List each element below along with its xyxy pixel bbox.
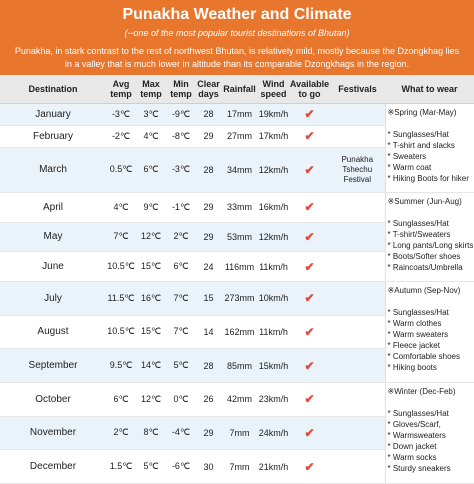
festival-cell bbox=[330, 252, 385, 282]
available-cell bbox=[289, 104, 330, 126]
col-avg-temp: Avg temp bbox=[106, 75, 136, 104]
month-cell: May bbox=[0, 222, 106, 252]
col-available: Available to go bbox=[289, 75, 330, 104]
min-temp-cell: 5℃ bbox=[166, 349, 196, 383]
wear-line: * Warmsweaters bbox=[387, 430, 446, 440]
wind-speed-cell: 21km/h bbox=[258, 450, 289, 484]
col-what-to-wear: What to wear bbox=[385, 75, 474, 104]
min-temp-cell: -6℃ bbox=[166, 450, 196, 484]
month-cell: February bbox=[0, 125, 106, 147]
avg-temp-cell: 9.5℃ bbox=[106, 349, 136, 383]
clear-days-cell: 28 bbox=[196, 104, 221, 126]
rainfall-cell: 27mm bbox=[221, 125, 258, 147]
clear-days-cell: 29 bbox=[196, 125, 221, 147]
rainfall-cell: 53mm bbox=[221, 222, 258, 252]
rainfall-cell: 273mm bbox=[221, 281, 258, 315]
wear-line: * Boots/Softer shoes bbox=[387, 251, 461, 261]
festival-cell bbox=[330, 315, 385, 349]
min-temp-cell: -4℃ bbox=[166, 416, 196, 450]
col-clear-days: Clear days bbox=[196, 75, 221, 104]
col-festivals: Festivals bbox=[330, 75, 385, 104]
wind-speed-cell: 11km/h bbox=[258, 315, 289, 349]
max-temp-cell: 5℃ bbox=[136, 450, 166, 484]
max-temp-cell: 6℃ bbox=[136, 147, 166, 192]
page-description: Punakha, in stark contrast to the rest of northwest Bhutan, is relatively mild, mostly because the Dzongkhag lies in a valley that is much lower in altitude than its comparable Dzongkhags in the region. bbox=[14, 46, 460, 69]
wind-speed-cell: 23km/h bbox=[258, 382, 289, 416]
min-temp-cell: 2℃ bbox=[166, 222, 196, 252]
rainfall-cell: 33mm bbox=[221, 192, 258, 222]
clear-days-cell: 28 bbox=[196, 147, 221, 192]
wear-line: * Warm socks bbox=[387, 452, 437, 462]
page-subtitle: (--one of the most popular tourist destinations of Bhutan) bbox=[124, 28, 350, 38]
wind-speed-cell: 10km/h bbox=[258, 281, 289, 315]
wear-line: * Sunglasses/Hat bbox=[387, 408, 449, 418]
checkmark-icon: ✔ bbox=[304, 358, 315, 373]
min-temp-cell: 0℃ bbox=[166, 382, 196, 416]
col-destination: Destination bbox=[0, 75, 106, 104]
wear-line: * Hiking boots bbox=[387, 362, 437, 372]
avg-temp-cell: 10.5℃ bbox=[106, 315, 136, 349]
wear-line bbox=[388, 207, 474, 218]
max-temp-cell: 4℃ bbox=[136, 125, 166, 147]
available-cell bbox=[289, 450, 330, 484]
wear-line: * Gloves/Scarf, bbox=[387, 419, 441, 429]
rainfall-cell: 7mm bbox=[221, 450, 258, 484]
wear-line: * Fleece jacket bbox=[387, 340, 440, 350]
festival-cell bbox=[330, 349, 385, 383]
clear-days-cell: 26 bbox=[196, 382, 221, 416]
festival-cell bbox=[330, 192, 385, 222]
min-temp-cell: -9℃ bbox=[166, 104, 196, 126]
wind-speed-cell: 12km/h bbox=[258, 147, 289, 192]
avg-temp-cell: 11.5℃ bbox=[106, 281, 136, 315]
wear-line: * Sweaters bbox=[387, 152, 427, 161]
available-cell bbox=[289, 192, 330, 222]
wear-line: * Hiking Boots for hiker bbox=[387, 174, 469, 183]
page-header bbox=[0, 0, 474, 75]
avg-temp-cell: 0.5℃ bbox=[106, 147, 136, 192]
wear-line: ※Winter (Dec-Feb) bbox=[387, 386, 456, 396]
checkmark-icon: ✔ bbox=[304, 392, 315, 407]
festival-cell bbox=[330, 125, 385, 147]
clear-days-cell: 14 bbox=[196, 315, 221, 349]
avg-temp-cell: -2℃ bbox=[106, 125, 136, 147]
wear-line: * Down jacket bbox=[387, 441, 437, 451]
month-cell: September bbox=[0, 349, 106, 383]
checkmark-icon: ✔ bbox=[304, 229, 315, 244]
available-cell bbox=[289, 125, 330, 147]
avg-temp-cell: 1.5℃ bbox=[106, 450, 136, 484]
wear-line bbox=[388, 397, 474, 408]
climate-table bbox=[0, 75, 474, 484]
checkmark-icon: ✔ bbox=[304, 259, 315, 274]
max-temp-cell: 15℃ bbox=[136, 252, 166, 282]
wear-line: * T-shirt/Sweaters bbox=[387, 229, 451, 239]
wind-speed-cell: 17km/h bbox=[258, 125, 289, 147]
clear-days-cell: 29 bbox=[196, 416, 221, 450]
festival-cell bbox=[330, 281, 385, 315]
clear-days-cell: 28 bbox=[196, 349, 221, 383]
rainfall-cell: 17mm bbox=[221, 104, 258, 126]
festival-cell bbox=[330, 416, 385, 450]
checkmark-icon: ✔ bbox=[304, 162, 315, 177]
wind-speed-cell: 16km/h bbox=[258, 192, 289, 222]
available-cell bbox=[289, 281, 330, 315]
table-row bbox=[0, 281, 474, 315]
festival-cell: Punakha Tshechu Festival bbox=[330, 147, 385, 192]
max-temp-cell: 15℃ bbox=[136, 315, 166, 349]
max-temp-cell: 12℃ bbox=[136, 222, 166, 252]
available-cell bbox=[289, 416, 330, 450]
wear-line bbox=[388, 118, 474, 129]
max-temp-cell: 3℃ bbox=[136, 104, 166, 126]
wear-line: * Sunglasses/Hat bbox=[387, 218, 449, 228]
checkmark-icon: ✔ bbox=[304, 200, 315, 215]
wear-cell bbox=[385, 281, 474, 382]
month-cell: March bbox=[0, 147, 106, 192]
max-temp-cell: 14℃ bbox=[136, 349, 166, 383]
max-temp-cell: 12℃ bbox=[136, 382, 166, 416]
rainfall-cell: 7mm bbox=[221, 416, 258, 450]
month-cell: August bbox=[0, 315, 106, 349]
checkmark-icon: ✔ bbox=[304, 291, 315, 306]
table-header-row bbox=[0, 75, 474, 104]
wind-speed-cell: 24km/h bbox=[258, 416, 289, 450]
wear-line: * Sturdy sneakers bbox=[387, 463, 451, 473]
wind-speed-cell: 19km/h bbox=[258, 104, 289, 126]
available-cell bbox=[289, 382, 330, 416]
max-temp-cell: 9℃ bbox=[136, 192, 166, 222]
month-cell: April bbox=[0, 192, 106, 222]
month-cell: October bbox=[0, 382, 106, 416]
month-cell: January bbox=[0, 104, 106, 126]
month-cell: July bbox=[0, 281, 106, 315]
rainfall-cell: 116mm bbox=[221, 252, 258, 282]
rainfall-cell: 42mm bbox=[221, 382, 258, 416]
wear-line bbox=[388, 296, 474, 307]
rainfall-cell: 85mm bbox=[221, 349, 258, 383]
wear-line: * Warm coat bbox=[387, 163, 432, 172]
festival-cell bbox=[330, 222, 385, 252]
wear-line: * Warm clothes bbox=[387, 318, 442, 328]
wear-line: ※Summer (Jun-Aug) bbox=[387, 196, 462, 206]
wear-line: * Comfortable shoes bbox=[387, 351, 460, 361]
table-row bbox=[0, 104, 474, 126]
wear-line: * Warm sweaters bbox=[387, 329, 449, 339]
clear-days-cell: 29 bbox=[196, 222, 221, 252]
min-temp-cell: -3℃ bbox=[166, 147, 196, 192]
checkmark-icon: ✔ bbox=[304, 324, 315, 339]
month-cell: December bbox=[0, 450, 106, 484]
avg-temp-cell: 7℃ bbox=[106, 222, 136, 252]
clear-days-cell: 30 bbox=[196, 450, 221, 484]
festival-cell bbox=[330, 382, 385, 416]
wind-speed-cell: 15km/h bbox=[258, 349, 289, 383]
clear-days-cell: 15 bbox=[196, 281, 221, 315]
clear-days-cell: 29 bbox=[196, 192, 221, 222]
available-cell bbox=[289, 252, 330, 282]
wear-line: * Sunglasses/Hat bbox=[387, 307, 449, 317]
wear-line: * Long pants/Long skirts bbox=[387, 240, 474, 250]
checkmark-icon: ✔ bbox=[304, 425, 315, 440]
min-temp-cell: -1℃ bbox=[166, 192, 196, 222]
checkmark-icon: ✔ bbox=[304, 107, 315, 122]
festival-cell bbox=[330, 450, 385, 484]
available-cell bbox=[289, 315, 330, 349]
wear-cell bbox=[385, 104, 474, 193]
wear-line: ※Spring (Mar-May) bbox=[387, 108, 457, 117]
available-cell bbox=[289, 222, 330, 252]
wind-speed-cell: 12km/h bbox=[258, 222, 289, 252]
avg-temp-cell: -3℃ bbox=[106, 104, 136, 126]
wear-cell bbox=[385, 192, 474, 281]
rainfall-cell: 162mm bbox=[221, 315, 258, 349]
checkmark-icon: ✔ bbox=[304, 459, 315, 474]
wear-line: ※Autumn (Sep-Nov) bbox=[387, 285, 461, 295]
min-temp-cell: 7℃ bbox=[166, 315, 196, 349]
avg-temp-cell: 2℃ bbox=[106, 416, 136, 450]
col-min-temp: Min temp bbox=[166, 75, 196, 104]
max-temp-cell: 16℃ bbox=[136, 281, 166, 315]
col-max-temp: Max temp bbox=[136, 75, 166, 104]
min-temp-cell: 7℃ bbox=[166, 281, 196, 315]
avg-temp-cell: 6℃ bbox=[106, 382, 136, 416]
max-temp-cell: 8℃ bbox=[136, 416, 166, 450]
avg-temp-cell: 10.5℃ bbox=[106, 252, 136, 282]
page-title: Punakha Weather and Climate bbox=[122, 6, 352, 23]
avg-temp-cell: 4℃ bbox=[106, 192, 136, 222]
wind-speed-cell: 11km/h bbox=[258, 252, 289, 282]
min-temp-cell: -8℃ bbox=[166, 125, 196, 147]
clear-days-cell: 24 bbox=[196, 252, 221, 282]
col-rainfall: Rainfall bbox=[221, 75, 258, 104]
festival-cell bbox=[330, 104, 385, 126]
wear-line: * Sunglasses/Hat bbox=[387, 130, 449, 139]
wear-line: * T-shirt and slacks bbox=[387, 141, 455, 150]
table-row bbox=[0, 382, 474, 416]
month-cell: November bbox=[0, 416, 106, 450]
min-temp-cell: 6℃ bbox=[166, 252, 196, 282]
available-cell bbox=[289, 147, 330, 192]
month-cell: June bbox=[0, 252, 106, 282]
table-row bbox=[0, 192, 474, 222]
col-wind-speed: Wind speed bbox=[258, 75, 289, 104]
rainfall-cell: 34mm bbox=[221, 147, 258, 192]
wear-line: * Raincoats/Umbrella bbox=[387, 262, 463, 272]
available-cell bbox=[289, 349, 330, 383]
wear-cell bbox=[385, 382, 474, 483]
checkmark-icon: ✔ bbox=[304, 129, 315, 144]
